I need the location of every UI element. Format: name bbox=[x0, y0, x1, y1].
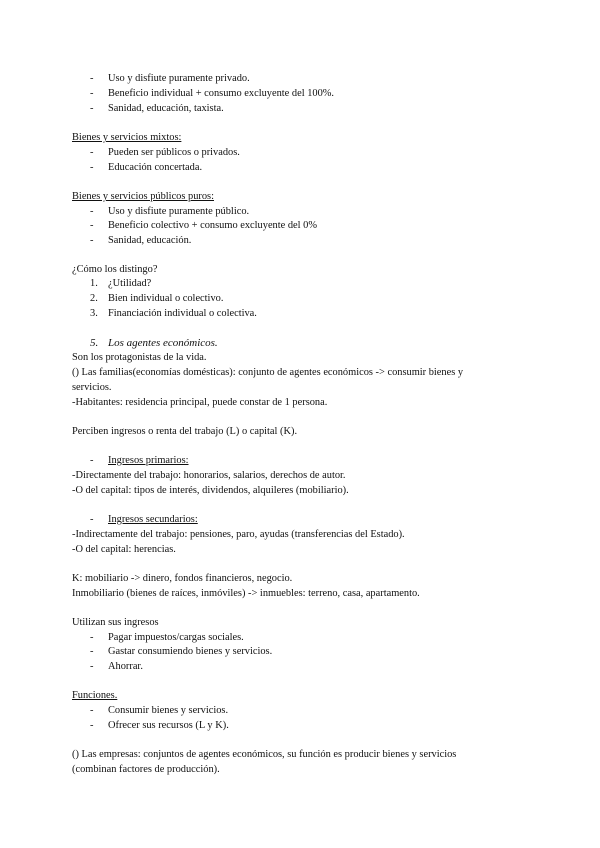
list-item-text: Ahorrar. bbox=[108, 661, 143, 672]
dash-bullet: - bbox=[90, 206, 94, 217]
publicos-heading: Bienes y servicios públicos puros: bbox=[72, 191, 214, 202]
list-item-text: Uso y disfiute puramente privado. bbox=[108, 73, 250, 84]
list-item-text: Beneficio individual + consumo excluyente del 100%. bbox=[108, 88, 335, 99]
paragraph-line: Perciben ingresos o renta del trabajo (L) o capital (K). bbox=[72, 426, 298, 437]
list-item-text: Beneficio colectivo + consumo excluyente del 0% bbox=[108, 220, 317, 231]
item-text: Financiación individual o colectiva. bbox=[108, 308, 257, 319]
paragraph-line: (combinan factores de producción). bbox=[72, 764, 220, 775]
list-item-text: Sanidad, educación, taxista. bbox=[108, 103, 224, 114]
list-item-text: Pagar impuestos/cargas sociales. bbox=[108, 632, 244, 643]
list-item-text: Educación concertada. bbox=[108, 162, 203, 173]
mixtos-heading: Bienes y servicios mixtos: bbox=[72, 132, 182, 143]
paragraph-line: Son los protagonistas de la vida. bbox=[72, 352, 207, 363]
item-number: 1. bbox=[90, 278, 98, 289]
dash-bullet: - bbox=[90, 455, 94, 466]
paragraph-line: -O del capital: herencias. bbox=[72, 544, 176, 555]
dash-bullet: - bbox=[90, 88, 94, 99]
paragraph-line: Inmobiliario (bienes de raíces, inmóviles) -> inmuebles: terreno, casa, apartamento. bbox=[72, 588, 420, 599]
paragraph-line: K: mobiliario -> dinero, fondos financieros, negocio. bbox=[72, 573, 293, 584]
list-item-text: Ofrecer sus recursos (L y K). bbox=[108, 720, 229, 731]
item-number: 2. bbox=[90, 293, 98, 304]
dash-bullet: - bbox=[90, 661, 94, 672]
list-item-text: Gastar consumiendo bienes y servicios. bbox=[108, 646, 273, 657]
section-number: 5. bbox=[90, 337, 99, 349]
dash-bullet: - bbox=[90, 705, 94, 716]
paragraph-line: -O del capital: tipos de interés, dividendos, alquileres (mobiliario). bbox=[72, 485, 349, 496]
paragraph-line: -Habitantes: residencia principal, puede constar de 1 persona. bbox=[72, 397, 328, 408]
utilizan-heading: Utilizan sus ingresos bbox=[72, 617, 159, 628]
list-item-text: Uso y disfiute puramente público. bbox=[108, 206, 250, 217]
dash-bullet: - bbox=[90, 514, 94, 525]
secundarios-heading: Ingresos secundarios: bbox=[108, 514, 198, 525]
paragraph-line: servicios. bbox=[72, 382, 112, 393]
dash-bullet: - bbox=[90, 103, 94, 114]
item-text: Bien individual o colectivo. bbox=[108, 293, 224, 304]
paragraph-line: -Directamente del trabajo: honorarios, salarios, derechos de autor. bbox=[72, 470, 346, 481]
list-item-text: Pueden ser públicos o privados. bbox=[108, 147, 240, 158]
dash-bullet: - bbox=[90, 235, 94, 246]
dash-bullet: - bbox=[90, 147, 94, 158]
distingo-question: ¿Cómo los distingo? bbox=[72, 264, 158, 275]
primarios-heading: Ingresos primarios: bbox=[108, 455, 189, 466]
dash-bullet: - bbox=[90, 162, 94, 173]
paragraph-line: () Las familias(economías domésticas): conjunto de agentes económicos -> consumir bienes y bbox=[72, 367, 464, 378]
dash-bullet: - bbox=[90, 720, 94, 731]
dash-bullet: - bbox=[90, 632, 94, 643]
section-title: Los agentes económicos. bbox=[108, 337, 218, 349]
item-text: ¿Utilidad? bbox=[108, 278, 152, 289]
funciones-heading: Funciones. bbox=[72, 690, 118, 701]
dash-bullet: - bbox=[90, 73, 94, 84]
list-item-text: Consumir bienes y servicios. bbox=[108, 705, 229, 716]
paragraph-line: -Indirectamente del trabajo: pensiones, paro, ayudas (transferencias del Estado). bbox=[72, 529, 405, 540]
item-number: 3. bbox=[90, 308, 98, 319]
dash-bullet: - bbox=[90, 646, 94, 657]
paragraph-line: () Las empresas: conjuntos de agentes económicos, su función es producir bienes y servicios bbox=[72, 749, 457, 760]
dash-bullet: - bbox=[90, 220, 94, 231]
list-item-text: Sanidad, educación. bbox=[108, 235, 192, 246]
